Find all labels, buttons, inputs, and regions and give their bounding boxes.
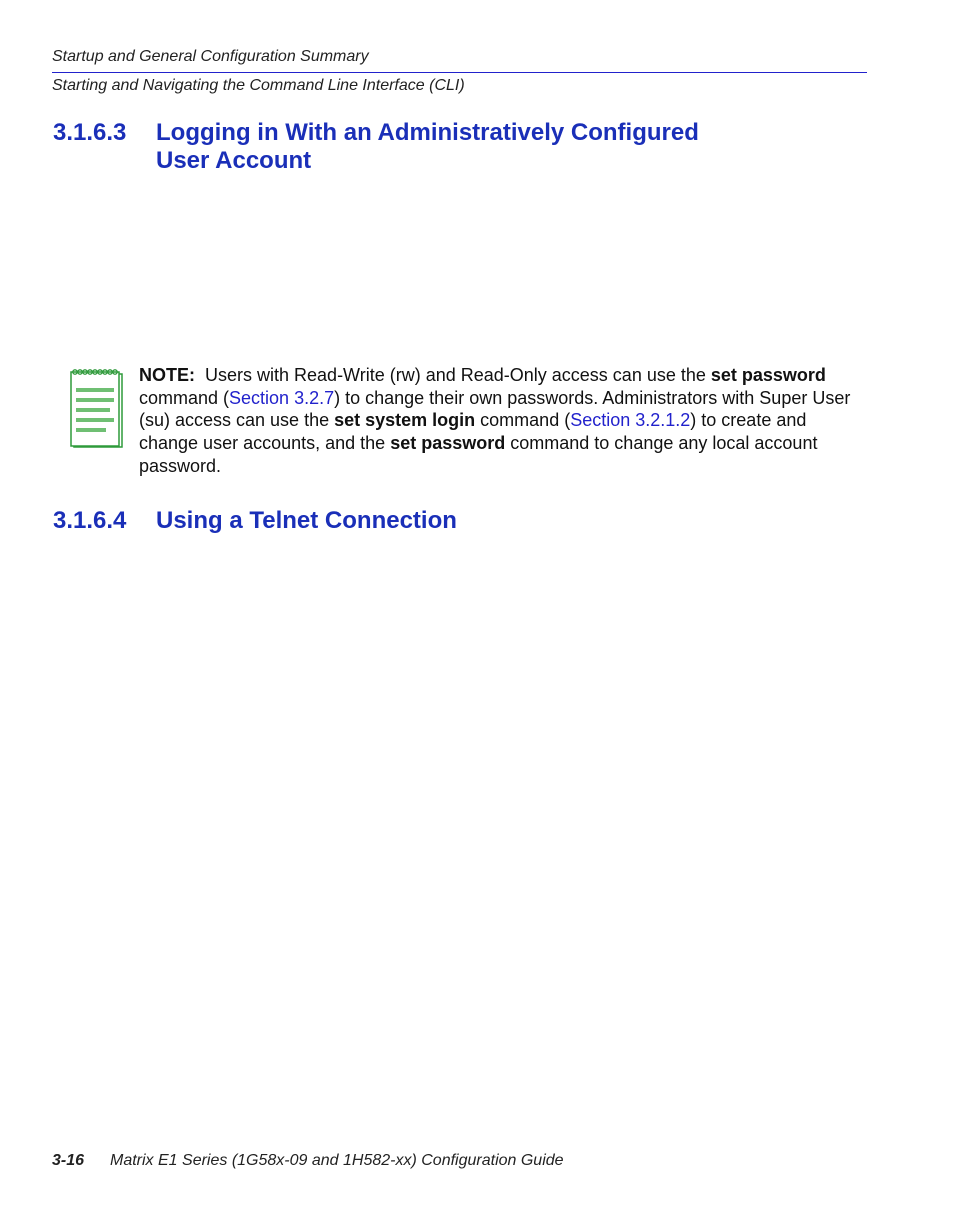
- section-number: 3.1.6.3: [53, 119, 127, 146]
- note-label: NOTE:: [139, 365, 195, 385]
- section-title-line1: Logging in With an Administratively Configured: [156, 119, 699, 146]
- command-set-password: set password: [710, 365, 826, 385]
- chapter-title: Startup and General Configuration Summary: [52, 48, 369, 65]
- note-text-part: command (: [139, 387, 230, 408]
- page-number: 3-16: [52, 1152, 85, 1169]
- running-header: [52, 48, 867, 95]
- section-heading-3-1-6-3: [53, 119, 813, 175]
- section-link-3-2-7[interactable]: Section 3.2.7: [229, 387, 335, 408]
- note-text-part: command (: [480, 410, 571, 431]
- note-text-part: Users with Read-Write (rw) and Read-Only access can use the: [205, 365, 706, 385]
- section-title-text: [156, 119, 756, 175]
- section-heading-3-1-6-4: [53, 507, 813, 535]
- page-footer: [52, 1152, 564, 1170]
- command-set-system-login: set system login: [334, 410, 476, 431]
- section-title-line2: User Account: [156, 147, 312, 174]
- section-title-text: Using a Telnet Connection: [156, 507, 457, 534]
- note-text: [139, 364, 867, 478]
- section-title: Starting and Navigating the Command Line Interface (CLI): [52, 77, 465, 94]
- note-text-part: ) to create and change user accounts, and the: [139, 410, 807, 454]
- notepad-icon: [70, 368, 125, 450]
- note-text-part: ) to change their own passwords. Administrators with Super User (su) access can use the: [139, 387, 851, 431]
- header-divider: [52, 72, 867, 73]
- section-number: 3.1.6.4: [53, 507, 127, 534]
- note-text-part: command to change any local account password.: [139, 433, 818, 476]
- command-set-password: set password: [390, 433, 506, 454]
- section-link-3-2-1-2[interactable]: Section 3.2.1.2: [570, 410, 691, 431]
- guide-title: Matrix E1 Series (1G58x-09 and 1H582-xx) Configuration Guide: [110, 1152, 564, 1169]
